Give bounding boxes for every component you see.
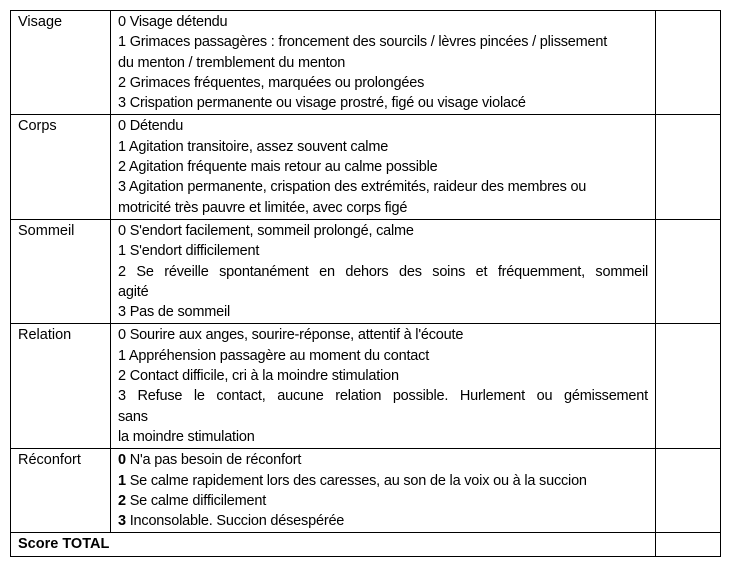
edin-scale-table bbox=[10, 10, 721, 557]
criterion-label: Corps bbox=[11, 115, 111, 219]
score-description-line: la moindre stimulation bbox=[118, 428, 255, 445]
score-description-line: 0 Visage détendu bbox=[118, 14, 228, 30]
criterion-label: Sommeil bbox=[11, 219, 111, 323]
score-description-line: 1 Appréhension passagère au moment du contact bbox=[118, 347, 430, 364]
score-description-line: 0 S'endort facilement, sommeil prolongé, calme bbox=[118, 222, 414, 239]
score-description-line: 0 Détendu bbox=[118, 118, 184, 135]
score-description-line: 2 Se réveille spontanément en dehors des soins et fréquemment, sommeil bbox=[118, 263, 648, 280]
criterion-label: Réconfort bbox=[11, 449, 111, 533]
criterion-label: Relation bbox=[11, 324, 111, 449]
criterion-row-relation bbox=[11, 324, 721, 449]
score-description-line: 1 Grimaces passagères : froncement des sourcils / lèvres pincées / plissement bbox=[118, 34, 608, 51]
score-descriptions-cell bbox=[111, 11, 656, 115]
score-total-entry-cell bbox=[656, 533, 721, 556]
score-descriptions-cell bbox=[111, 115, 656, 219]
score-description-line: 3 Crispation permanente ou visage prostré, figé ou visage violacé bbox=[118, 95, 526, 112]
score-digit: 0 bbox=[118, 452, 126, 469]
score-description-line: 1 Agitation transitoire, assez souvent calme bbox=[118, 138, 389, 155]
score-entry-cell bbox=[656, 449, 721, 533]
score-description-line: 3 Pas de sommeil bbox=[118, 304, 231, 321]
edin-table-body bbox=[11, 11, 721, 557]
score-entry-cell bbox=[656, 219, 721, 323]
score-description-line: 2 Se calme difficilement bbox=[118, 492, 267, 509]
criterion-row-sommeil bbox=[11, 219, 721, 323]
score-description-line: 2 Agitation fréquente mais retour au calme possible bbox=[118, 159, 438, 176]
score-description-line: 0 N'a pas besoin de réconfort bbox=[118, 452, 302, 469]
score-total-label: Score TOTAL bbox=[11, 533, 656, 556]
score-total-row bbox=[11, 533, 721, 556]
score-description-line: 1 Se calme rapidement lors des caresses, au son de la voix ou à la succion bbox=[118, 472, 587, 489]
criterion-label: Visage bbox=[11, 11, 111, 115]
score-description-line: 1 S'endort difficilement bbox=[118, 243, 260, 260]
score-descriptions-cell bbox=[111, 219, 656, 323]
score-entry-cell bbox=[656, 324, 721, 449]
criterion-row-reconfort bbox=[11, 449, 721, 533]
score-description-line: 2 Grimaces fréquentes, marquées ou prolongées bbox=[118, 74, 425, 91]
score-descriptions-cell bbox=[111, 324, 656, 449]
score-description-line: 3 Agitation permanente, crispation des extrémités, raideur des membres ou bbox=[118, 179, 587, 196]
criterion-row-visage bbox=[11, 11, 721, 115]
score-description-line: sans bbox=[118, 408, 148, 425]
score-description-line: agité bbox=[118, 283, 149, 300]
score-digit: 3 bbox=[118, 513, 126, 530]
score-digit: 2 bbox=[118, 492, 126, 509]
score-description-line: du menton / tremblement du menton bbox=[118, 54, 346, 71]
score-description-line: 3 Inconsolable. Succion désespérée bbox=[118, 513, 345, 530]
criterion-row-corps bbox=[11, 115, 721, 219]
score-description-line: motricité très pauvre et limitée, avec corps figé bbox=[118, 199, 408, 216]
score-description-line: 3 Refuse le contact, aucune relation possible. Hurlement ou gémissement bbox=[118, 388, 648, 405]
score-entry-cell bbox=[656, 11, 721, 115]
score-digit: 1 bbox=[118, 472, 126, 489]
score-descriptions-cell bbox=[111, 449, 656, 533]
score-description-line: 0 Sourire aux anges, sourire-réponse, attentif à l'écoute bbox=[118, 327, 464, 344]
score-description-line: 2 Contact difficile, cri à la moindre stimulation bbox=[118, 368, 399, 385]
score-entry-cell bbox=[656, 115, 721, 219]
